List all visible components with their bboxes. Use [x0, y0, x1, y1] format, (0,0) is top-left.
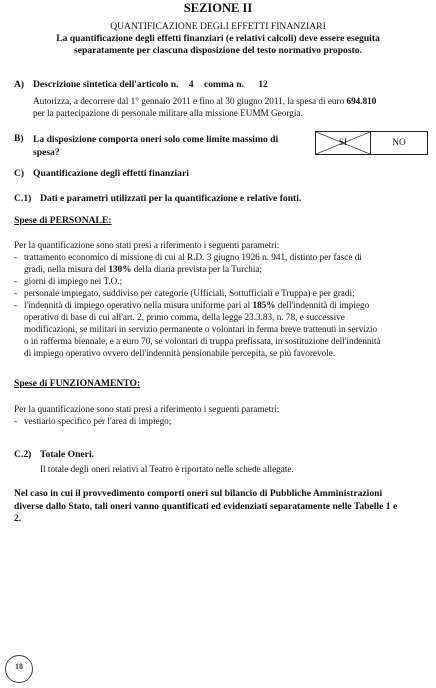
funzionamento-intro: Per la quantificazione sono stati presi a riferimento i seguenti parametri:	[14, 404, 280, 414]
personale-heading: Spese di PERSONALE:	[14, 215, 112, 226]
section-c-label: C)	[14, 168, 25, 179]
section-c2-text: Il totale degli oneri relativi al Teatro è riportato nelle schede allegate.	[40, 464, 294, 474]
list-item	[14, 275, 428, 287]
personale-block	[14, 239, 428, 359]
comma-label: comma n.	[203, 79, 244, 90]
section-c-title: Quantificazione degli effetti finanziari	[33, 168, 189, 179]
amount-value: 694.810	[346, 96, 377, 106]
list-item	[14, 299, 428, 359]
heading-line-2: La quantificazione degli effetti finanziari (e relativi calcoli) deve essere eseguita	[56, 33, 380, 44]
funzionamento-heading: Spese di FUNZIONAMENTO:	[14, 378, 141, 389]
closing-note	[14, 488, 428, 526]
section-a-title-prefix: Descrizione sintetica dell'articolo n.	[33, 79, 179, 90]
option-no[interactable]	[371, 132, 427, 154]
funzionamento-block	[14, 403, 428, 427]
comma-number: 12	[258, 80, 268, 90]
list-item-text: gradi, nella misura del	[24, 264, 107, 274]
section-c1-label: C.1)	[14, 193, 32, 204]
section-b-question-line-2: spesa?	[33, 147, 60, 158]
option-yes-label: SI	[338, 138, 348, 148]
section-b-label: B)	[14, 133, 24, 144]
list-item-line: - giorni di impiego nei T.O.;	[24, 276, 123, 286]
heading-line-1: QUANTIFICAZIONE DEGLI EFFETTI FINANZIARI	[110, 21, 326, 32]
heading-line-3: separatamente per ciascuna disposizione del testo normativo proposto.	[74, 45, 362, 56]
page-stamp-icon	[5, 655, 33, 683]
list-item	[14, 287, 428, 299]
personale-intro: Per la quantificazione sono stati presi a riferimento i seguenti parametri:	[14, 240, 280, 250]
section-a-text-line-2: per la partecipazione di personale militare alla missione EUMM Georgia.	[33, 108, 303, 118]
section-c1-title: Dati e parametri utilizzati per la quantificazione e relative fonti.	[40, 193, 302, 204]
section-c2-label: C.2)	[14, 449, 32, 460]
closing-line-2: diverse dallo Stato, tali oneri vanno quantificati ed evidenziati separatamente nelle Tabelle 1 e	[14, 500, 398, 512]
percent-value: 130%	[108, 264, 132, 274]
percent-value: 185%	[252, 300, 276, 310]
stamp-text: 18	[15, 662, 23, 671]
section-b-question	[33, 133, 278, 159]
list-item-line: - personale impiegato, suddiviso per categorie (Ufficiali, Sottufficiali e Truppa) e per gradi;	[24, 288, 355, 298]
section-a-text	[33, 95, 428, 119]
section-a-title	[33, 79, 268, 90]
yes-no-selector[interactable]	[315, 131, 428, 155]
list-item	[14, 415, 428, 427]
section-c2-title: Totale Oneri.	[40, 449, 95, 460]
list-item	[14, 251, 428, 275]
funzionamento-parameter-list	[14, 415, 428, 427]
section-a-text-line-1: Autorizza, a decorrere dal 1° gennaio 2011 e fino al 30 giugno 2011, la spesa di euro	[33, 96, 345, 106]
section-a-label: A)	[14, 79, 25, 90]
option-yes[interactable]	[316, 132, 371, 154]
list-item-line: di impiego operativo ovvero dell'indennità pensionabile percepita, se più favorevole.	[24, 348, 336, 358]
option-no-label: NO	[392, 138, 406, 148]
list-item-line	[24, 263, 428, 275]
list-item-line: - vestiario specifico per l'area di impiego;	[24, 416, 172, 426]
section-title: SEZIONE II	[183, 1, 253, 15]
article-number: 4	[188, 80, 194, 90]
list-item-line	[24, 299, 428, 311]
section-b-question-line-1: La disposizione comporta oneri solo come limite massimo di	[33, 134, 279, 145]
personale-parameter-list	[14, 251, 428, 359]
list-item-text: l'indennità di impiego operativo nella misura uniforme pari al	[24, 300, 251, 310]
list-item-line: o in rafferma biennale, e a euro 70, se volontari di truppa prefissata, in sostituzione dell'indennità	[24, 336, 381, 346]
list-item-line: - trattamento economico di missione di cui al R.D. 3 giugno 1926 n. 941, distinto per fasce di	[24, 252, 362, 262]
closing-line-3: 2.	[14, 513, 22, 524]
list-item-text: dell'indennità di impiego	[277, 300, 370, 310]
closing-line-1: Nel caso in cui il provvedimento comporti oneri sul bilancio di Pubbliche Amministrazioni	[14, 488, 383, 499]
list-item-line: operativo di base di cui all'art. 2, primo comma, della legge 23.3.83, n. 78, e successive	[24, 312, 345, 322]
list-item-line: modificazioni, se militari in servizio permanente o volontari in ferma breve trattenuti in servizio	[24, 324, 378, 334]
list-item-text: della diaria prevista per la Turchia;	[133, 264, 263, 274]
